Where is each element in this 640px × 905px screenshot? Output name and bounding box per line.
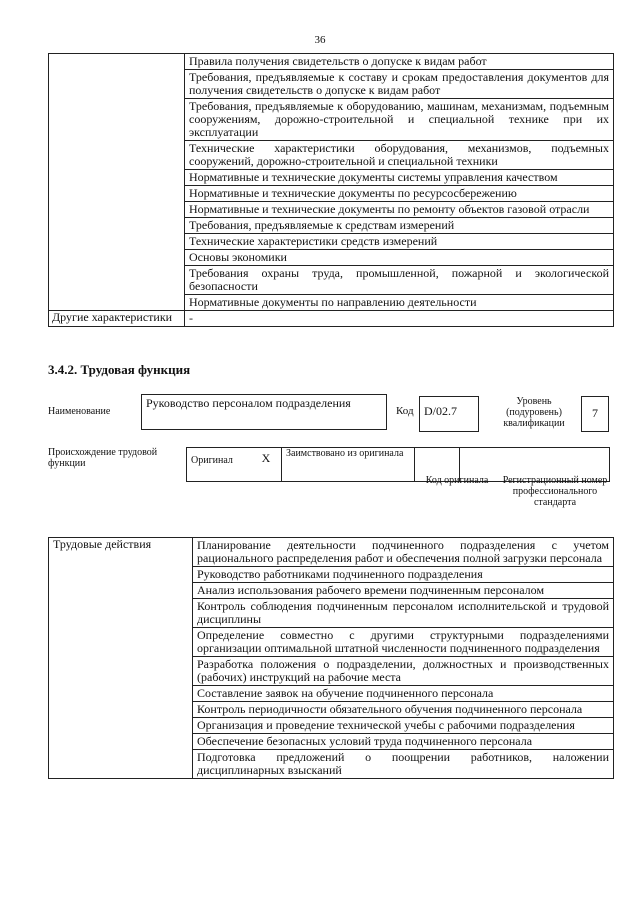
blank-label-cell xyxy=(49,54,185,311)
table-cell: Определение совместно с другими структурными подразделениями организации оптимальной штатной численности подчиненного подразделения xyxy=(193,628,614,657)
table-cell: Руководство работниками подчиненного подразделения xyxy=(193,567,614,583)
table-cell: Подготовка предложений о поощрении работников, наложении дисциплинарных взысканий xyxy=(193,750,614,779)
table-row xyxy=(49,538,614,567)
table-cell: Составление заявок на обучение подчиненного персонала xyxy=(193,686,614,702)
table-cell: Разработка положения о подразделении, должностных и производственных (рабочих) инструкций на рабочие места xyxy=(193,657,614,686)
table-cell: Анализ использования рабочего времени подчиненным персоналом xyxy=(193,583,614,599)
table-cell: Технические характеристики оборудования, механизмов, подъемных сооружений, дорожно-строительной и специальной техники xyxy=(185,141,614,170)
code-label: Код xyxy=(396,405,414,417)
table-cell: Планирование деятельности подчиненного подразделения с учетом рационального распределения работ и обеспечения полной загрузки персонала xyxy=(193,538,614,567)
labor-actions-table xyxy=(48,537,614,779)
table-cell: Требования, предъявляемые к составу и срокам предоставления документов для получения свидетельств о допуске к видам работ xyxy=(185,70,614,99)
other-characteristics-value: - xyxy=(185,311,614,327)
table-cell: Технические характеристики средств измерений xyxy=(185,234,614,250)
code-original-caption: Код оригинала xyxy=(425,475,489,486)
reg-number-caption: Регистрационный номер профессионального стандарта xyxy=(502,475,608,508)
table-cell: Организация и проведение технической учебы с рабочими подразделения xyxy=(193,718,614,734)
knowledge-table xyxy=(48,53,614,327)
name-value: Руководство персоналом подразделения xyxy=(141,394,387,430)
level-value: 7 xyxy=(581,396,609,432)
table-cell: Требования охраны труда, промышленной, пожарной и экологической безопасности xyxy=(185,266,614,295)
table-cell: Правила получения свидетельств о допуске к видам работ xyxy=(185,54,614,70)
name-label: Наименование xyxy=(48,406,111,417)
table-cell: Основы экономики xyxy=(185,250,614,266)
table-cell: Требования, предъявляемые к оборудованию, машинам, механизмам, подъемным сооружениям, дорожно-строительной и специальной технике при их эксплуатации xyxy=(185,99,614,141)
table-cell: Нормативные документы по направлению деятельности xyxy=(185,295,614,311)
actions-label: Трудовые действия xyxy=(49,538,193,779)
page-number: 36 xyxy=(314,34,326,46)
origin-label: Происхождение трудовой функции xyxy=(48,447,158,469)
table-cell: Контроль периодичности обязательного обучения подчиненного персонала xyxy=(193,702,614,718)
table-row xyxy=(49,311,614,327)
original-label: Оригинал xyxy=(187,448,252,482)
table-cell: Нормативные и технические документы по ремонту объектов газовой отрасли xyxy=(185,202,614,218)
table-cell: Нормативные и технические документы системы управления качеством xyxy=(185,170,614,186)
table-row xyxy=(49,54,614,70)
table-cell: Нормативные и технические документы по ресурсосбережению xyxy=(185,186,614,202)
table-cell: Контроль соблюдения подчиненным персоналом исполнительской и трудовой дисциплины xyxy=(193,599,614,628)
table-cell: Обеспечение безопасных условий труда подчиненного персонала xyxy=(193,734,614,750)
other-characteristics-label: Другие характеристики xyxy=(49,311,185,327)
table-cell: Требования, предъявляемые к средствам измерений xyxy=(185,218,614,234)
level-label: Уровень (подуровень) квалификации xyxy=(503,396,565,429)
borrowed-label: Заимствовано из оригинала xyxy=(282,448,415,482)
original-mark: X xyxy=(251,448,282,482)
section-title: 3.4.2. Трудовая функция xyxy=(48,362,191,377)
code-value: D/02.7 xyxy=(419,396,479,432)
